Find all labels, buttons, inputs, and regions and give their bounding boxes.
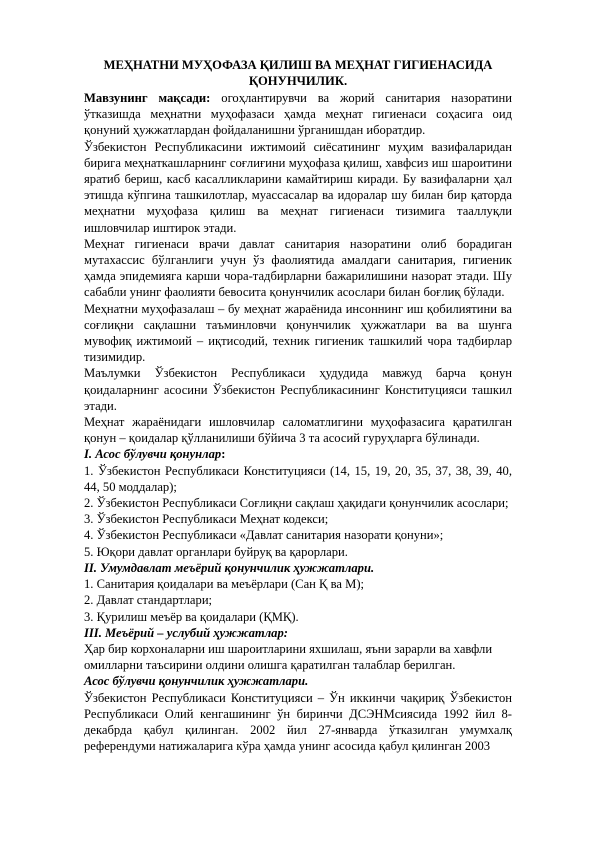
paragraph-hygiene-doctor: Меҳнат гигиенаси врачи давлат санитария назоратини олиб борадиган мутахассис бўлганлиги учун ўз фаолиятида амалдаги санитария, гигиеник ҳамда эпидемияга карши чора-тадбирларни бажарилишини назорат этади. Шу сабабли унинг фаолияти бевосита қонунчилик асослари билан боғлиқ бўлади. xyxy=(84,236,512,300)
list-item: 5. Юқори давлат органлари буйруқ ва қарорлари. xyxy=(84,544,348,559)
goal-text: огоҳлантирувчи ва жорий санитария назоратини ўтказишда меҳнатни муҳофазаси ҳамда меҳнат гигиенаси соҳасига оид қонуний ҳужжатлардан фойдаланишни ўрганишдан иборатдир. xyxy=(84,91,512,138)
heading-methodical-docs: III. Меъёрий – услубий ҳужжатлар: xyxy=(84,625,288,640)
paragraph-goal xyxy=(84,90,512,139)
paragraph-constitution-history: Ўзбекистон Республикаси Конституцияси – Ўн иккинчи чақириқ Ўзбекистон Республикаси Олий кенгашининг ўн биринчи ДСЭНМсиясида 1992 йил 8-декабрда қабул қилинган. 2002 йил 27-январда ўтказилган умумхалқ референдуми натижаларига кўра ҳамда унинг асосида қабул қилинган 2003 xyxy=(84,690,512,754)
goal-label: Мавзунинг мақсади: xyxy=(84,91,211,105)
list-item: 2. Ўзбекистон Республикаси Соғлиқни сақлаш ҳақидаги қонунчилик асослари; xyxy=(84,496,509,511)
document-title: МЕҲНАТНИ МУҲОФАЗА ҚИЛИШ ВА МЕҲНАТ ГИГИЕНАСИДА ҚОНУНЧИЛИК. xyxy=(103,58,493,88)
heading-basic-legislation: Асос бўлувчи қонунчилик ҳужжатлари. xyxy=(84,674,309,689)
list-item: 3. Ўзбекистон Республикаси Меҳнат кодекси; xyxy=(84,512,329,527)
list-item: 2. Давлат стандартлари; xyxy=(84,593,213,608)
list-item: 3. Қурилиш меъёр ва қоидалари (ҚМҚ). xyxy=(84,609,299,624)
paragraph-labor-protection: Меҳнатни муҳофазалаш – бу меҳнат жараёнида инсоннинг иш қобилиятини ва соғлиқни сақлашни таъминловчи қонунчилик ҳужжатлари ва ва шунга мувофиқ ижтимоий – иқтисодий, техник гигиеник ташкилий чора тадбирлар тизимидир. xyxy=(84,301,512,365)
list-item: 1. Ўзбекистон Республикаси Конституцияси (14, 15, 19, 20, 35, 37, 38, 39, 40, 44, 50 моддалар); xyxy=(84,463,512,494)
paragraph-requirements: Ҳар бир корхоналарни иш шароитларини яхшилаш, яъни зарарли ва хавфли омилларни таъсирини олдини олишга қаратилган талаблар берилган. xyxy=(84,641,493,673)
paragraph-policy: Ўзбекистон Республикасини ижтимоий сиёсатининг муҳим вазифаларидан бирига меҳнаткашларнинг соғлиғини муҳофаза қилиш, хавфсиз иш шароитини яратиб бериш, касб касалликларини камайтириш киради. Бу вазифаларни ҳал этишда кўпгина ташкилотлар, муассасалар ва идоралар шу билан бир қаторда меҳнатни муҳофаза қилиш ва меҳнат гигиенаси тизимига тааллуқли ишловчилар иштирок этади. xyxy=(84,139,512,235)
heading-basic-laws: I. Асос бўлувчи қонунлар: xyxy=(84,447,226,462)
document-page xyxy=(84,57,512,754)
list-item: 4. Ўзбекистон Республикаси «Давлат санитария назорати қонуни»; xyxy=(84,528,444,543)
paragraph-three-groups: Меҳнат жараёнидаги ишловчилар саломатлигини муҳофазасига қаратилган қонун – қоидалар қўлланилиши бўйича 3 та асосий гуруҳларга бўлинади. xyxy=(84,415,512,446)
paragraph-constitution-basis: Маълумки Ўзбекистон Республикаси ҳудудида мавжуд барча қонун қоидаларнинг асосини Ўзбекистон Республикасининг Конституцияси ташкил этади. xyxy=(84,366,512,413)
list-item: 1. Санитария қоидалари ва меъёрлари (Сан Қ ва М); xyxy=(84,577,365,592)
heading-state-normative: II. Умумдавлат меъёрий қонунчилик ҳужжатлари. xyxy=(84,560,375,575)
